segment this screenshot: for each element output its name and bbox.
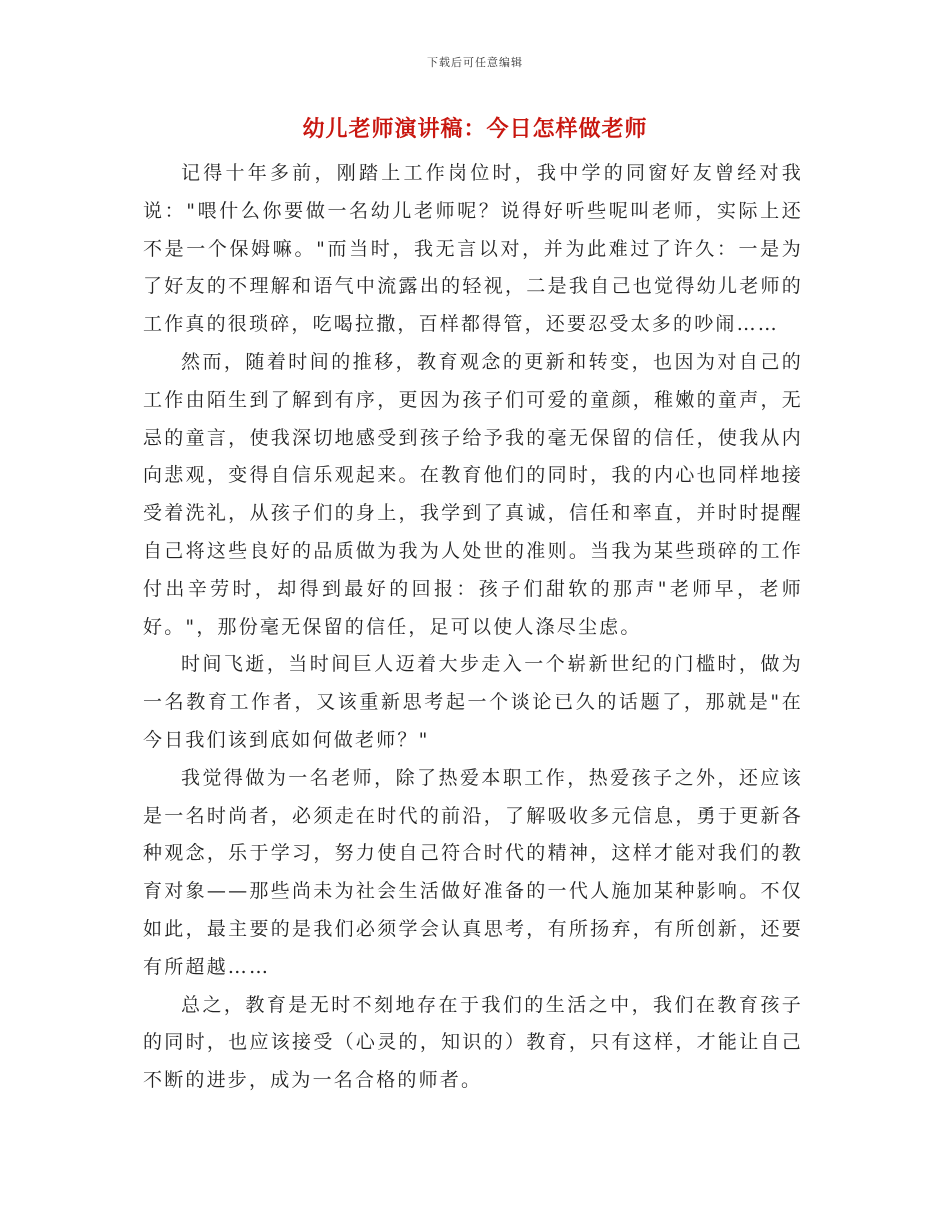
document-title: 幼儿老师演讲稿：今日怎样做老师 [302,116,648,142]
document-body [143,155,803,1100]
paragraph-2: 然而，随着时间的推移，教育观念的更新和转变，也因为对自己的工作由陌生到了解到有序，更因为孩子们可爱的童颜，稚嫩的童声，无忌的童言，使我深切地感受到孩子给予我的毫无保留的信任，使我从内向悲观，变得自信乐观起来。在教育他们的同时，我的内心也同样地接受着洗礼，从孩子们的身上，我学到了真诚，信任和率直，并时时提醒自己将这些良好的品质做为我为人处世的准则。当我为某些琐碎的工作付出辛劳时，却得到最好的回报：孩子们甜软的那声"老师早，老师好。"，那份毫无保留的信任，足可以使人涤尽尘虑。 [143,350,803,638]
paragraph-3: 时间飞逝，当时间巨人迈着大步走入一个崭新世纪的门槛时，做为一名教育工作者，又该重新思考起一个谈论已久的话题了，那就是"在今日我们该到底如何做老师？" [143,653,803,751]
paragraph-5: 总之，教育是无时不刻地存在于我们的生活之中，我们在教育孩子的同时，也应该接受（心灵的，知识的）教育，只有这样，才能让自己不断的进步，成为一名合格的师者。 [143,993,803,1092]
paragraph-1: 记得十年多前，刚踏上工作岗位时，我中学的同窗好友曾经对我说："喂什么你要做一名幼儿老师呢？说得好听些呢叫老师，实际上还不是一个保姆嘛。"而当时，我无言以对，并为此难过了许久：一是为了好友的不理解和语气中流露出的轻视，二是我自己也觉得幼儿老师的工作真的很琐碎，吃喝拉撒，百样都得管，还要忍受太多的吵闹…… [143,162,803,336]
page-header-watermark: 下载后可任意编辑 [427,56,523,69]
paragraph-4: 我觉得做为一名老师，除了热爱本职工作，热爱孩子之外，还应该是一名时尚者，必须走在时代的前沿，了解吸收多元信息，勇于更新各种观念，乐于学习，努力使自己符合时代的精神，这样才能对我们的教育对象——那些尚未为社会生活做好准备的一代人施加某种影响。不仅如此，最主要的是我们必须学会认真思考，有所扬弃，有所创新，还要有所超越…… [143,766,803,978]
